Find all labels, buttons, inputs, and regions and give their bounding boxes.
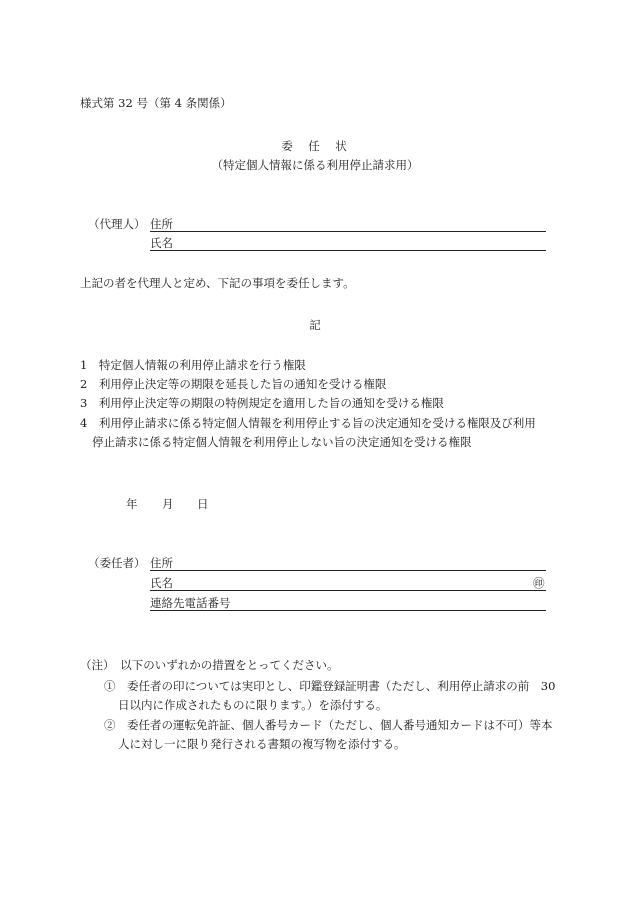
- principal-address-field[interactable]: [150, 570, 546, 571]
- document-subtitle: （特定個人情報に係る利用停止請求用）: [211, 158, 419, 172]
- principal-phone-label: 連絡先電話番号: [150, 596, 231, 610]
- delegation-statement: 上記の者を代理人と定め、下記の事項を委任します。: [80, 276, 355, 290]
- list-item: 2 利用停止決定等の期限を延長した旨の通知を受ける権限: [80, 377, 387, 391]
- principal-phone-field[interactable]: [150, 610, 546, 611]
- seal-mark: ㊞: [533, 576, 545, 590]
- date-day: 日: [197, 497, 209, 511]
- document-title: 委 任 状: [281, 139, 349, 153]
- date-month: 月: [162, 497, 174, 511]
- note-1-line-2: 日以内に作成されたものに限ります。）を添付する。: [118, 698, 388, 712]
- principal-label: （委任者）: [88, 556, 146, 570]
- agent-address-label: 住所: [150, 217, 173, 231]
- list-item-continuation: 停止請求に係る特定個人情報を利用停止しない旨の決定通知を受ける権限: [92, 435, 472, 449]
- form-number: 様式第 32 号（第 4 条関係）: [80, 96, 232, 110]
- principal-name-field[interactable]: [150, 590, 546, 591]
- principal-name-label: 氏名: [150, 576, 173, 590]
- list-item: 1 特定個人情報の利用停止請求を行う権限: [80, 358, 306, 372]
- agent-name-field[interactable]: [150, 250, 546, 251]
- ki-heading: 記: [309, 318, 321, 332]
- agent-name-label: 氏名: [150, 236, 173, 250]
- note-1-line-1: ① 委任者の印については実印とし、印鑑登録証明書（ただし、利用停止請求の前 30: [104, 679, 556, 693]
- note-2-line-2: 人に対し一に限り発行される書類の複写物を添付する。: [118, 737, 406, 751]
- notes-heading: （注） 以下のいずれかの措置をとってください。: [80, 658, 339, 672]
- agent-address-field[interactable]: [150, 231, 546, 232]
- note-2-line-1: ② 委任者の運転免許証、個人番号カード（ただし、個人番号通知カードは不可）等本: [104, 718, 553, 732]
- list-item: 4 利用停止請求に係る特定個人情報を利用停止する旨の決定通知を受ける権限及び利用: [80, 416, 536, 430]
- list-item: 3 利用停止決定等の期限の特例規定を適用した旨の通知を受ける権限: [80, 396, 444, 410]
- principal-address-label: 住所: [150, 556, 173, 570]
- agent-label: （代理人）: [88, 217, 146, 231]
- date-year: 年: [126, 497, 138, 511]
